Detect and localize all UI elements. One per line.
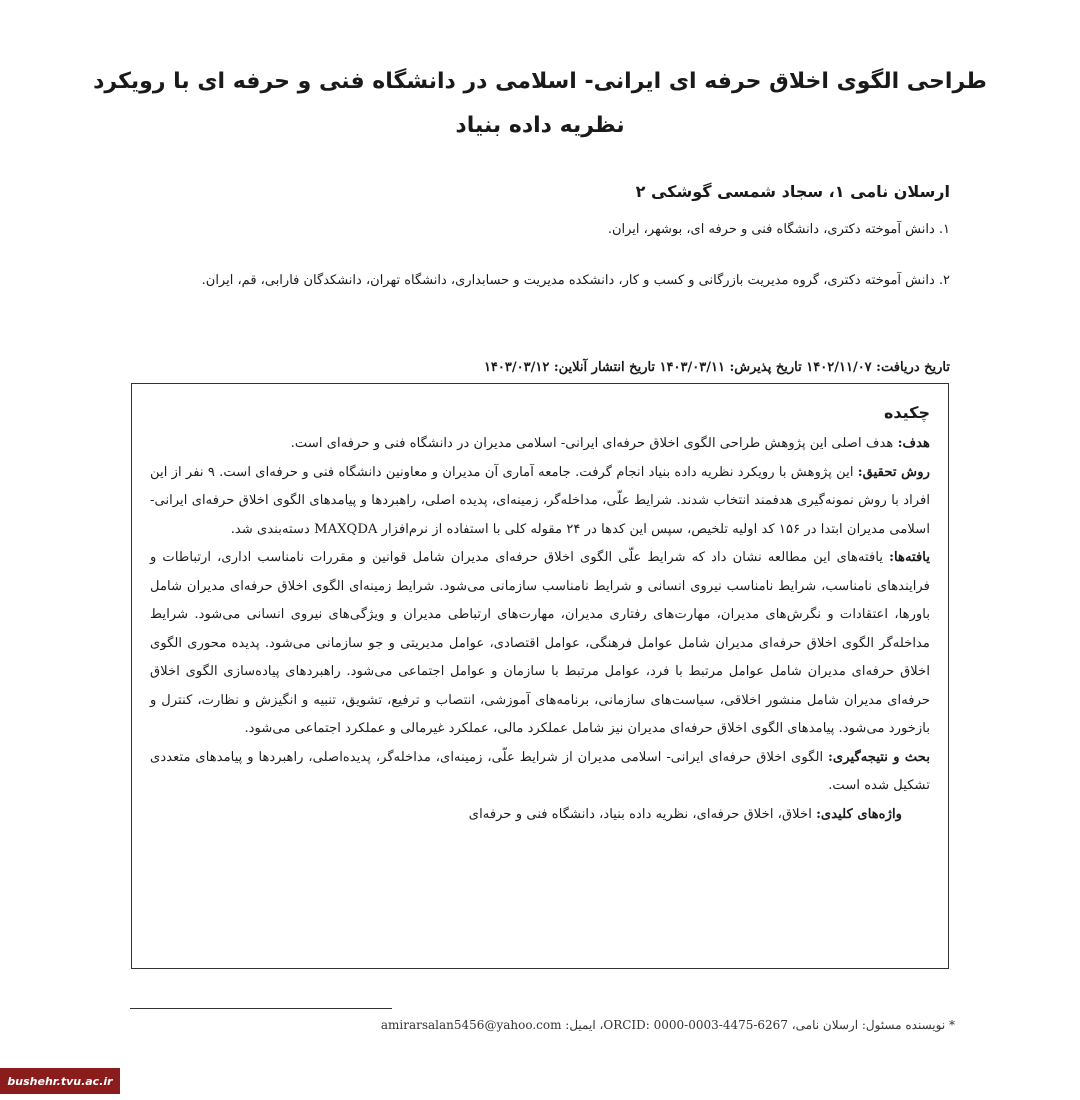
abstract-heading: چکیده <box>883 403 930 422</box>
site-watermark-badge: bushehr.tvu.ac.ir <box>0 1068 120 1094</box>
abstract-box <box>131 383 949 969</box>
abstract-keywords <box>150 801 930 830</box>
conclusion-label: بحث و نتیجه‌گیری: <box>828 749 930 765</box>
affiliation-1: ۱. دانش آموخته دکتری، دانشگاه فنی و حرفه ای، بوشهر، ایران. <box>607 222 950 237</box>
findings-label: یافته‌ها: <box>889 550 930 565</box>
method-text: این پژوهش با رویکرد نظریه داده بنیاد انجام گرفت. جامعه آماری آن مدیران و معاونین دانشگاه فنی و حرفه‌ای است. ۹ نفر از این افراد با روش نمونه‌گیری هدفمند انتخاب شدند. شرایط علّی، مداخله‌گر، زمینه‌ای، پدیده اصلی، راهبردها و پیامدهای الگوی اخلاق حرفه‌ای ایرانی- اسلامی مدیران ابتدا در ۱۵۶ کد اولیه تلخیص، سپس این کدها در ۲۴ مقوله کلی با استفاده از نرم‌افزار MAXQDA دسته‌بندی شد. <box>150 464 930 537</box>
abstract-method <box>150 459 930 545</box>
abstract-goal <box>150 430 930 459</box>
abstract-findings <box>150 544 930 744</box>
corresponding-author-footnote: * نویسنده مسئول: ارسلان نامی، ORCID: 0000-0003-4475-6267، ایمیل: amirarsalan5456@yahoo.com <box>380 1018 955 1032</box>
goal-label: هدف: <box>897 436 930 451</box>
affiliation-2: ۲. دانش آموخته دکتری، گروه مدیریت بازرگانی و کسب و کار، دانشکده مدیریت و حسابداری، دانشگاه تهران، دانشکدگان فارابی، قم، ایران. <box>201 273 950 288</box>
findings-text: یافته‌های این مطالعه نشان داد که شرایط علّی الگوی اخلاق حرفه‌ای مدیران شامل قوانین و مقررات نامناسب اداری، ارتباطات و فرایندهای نامناسب، شرایط نامناسب نیروی انسانی و شرایط نامناسب سازمانی می‌شود. شرایط زمینه‌ای الگوی اخلاق حرفه‌ای مدیران شامل باورها، اعتقادات و نگرش‌های مدیران، مهارت‌های رفتاری مدیران، مهارت‌های ارتباطی مدیران و ویژگی‌های نیروی انسانی می‌شود. شرایط مداخله‌گر الگوی اخلاق حرفه‌ای مدیران شامل عوامل فرهنگی، عوامل اقتصادی، عوامل مدیریتی و جو سازمانی می‌شود. پدیده محوری الگوی اخلاق حرفه‌ای مدیران شامل عوامل مرتبط با فرد، عوامل مرتبط با سازمان و عوامل اجتماعی می‌شود. راهبردهای پیاده‌سازی الگوی اخلاق حرفه‌ای مدیران شامل منشور اخلاقی، سیاست‌های سازمانی، برنامه‌های آموزشی، انتصاب و ترفیع، تشویق، تنبیه و انگیزش و نظارت، کنترل و بازخورد می‌شود. پیامدهای الگوی اخلاق حرفه‌ای مدیران نیز شامل عملکرد مالی، عملکرد غیرمالی و عملکرد اجتماعی می‌شود. <box>150 550 930 736</box>
paper-title: طراحی الگوی اخلاق حرفه ای ایرانی- اسلامی در دانشگاه فنی و حرفه ای با رویکرد نظریه داده بنیاد <box>93 69 987 138</box>
paper-authors: ارسلان نامی ۱، سجاد شمسی گوشکی ۲ <box>635 182 950 201</box>
keywords-label: واژه‌های کلیدی: <box>816 806 902 822</box>
method-label: روش تحقیق: <box>857 464 930 480</box>
goal-text: هدف اصلی این پژوهش طراحی الگوی اخلاق حرفه‌ای ایرانی- اسلامی مدیران در دانشگاه فنی و حرفه‌ای است. <box>290 436 894 451</box>
abstract-conclusion <box>150 744 930 801</box>
footnote-divider <box>130 1008 392 1009</box>
publication-dates: تاریخ دریافت: ۱۴۰۲/۱۱/۰۷ تاریخ پذیرش: ۱۴۰۳/۰۳/۱۱ تاریخ انتشار آنلاین: ۱۴۰۳/۰۳/۱۲ <box>483 360 950 375</box>
keywords-text: اخلاق، اخلاق حرفه‌ای، نظریه داده بنیاد، دانشگاه فنی و حرفه‌ای <box>468 806 812 822</box>
conclusion-text: الگوی اخلاق حرفه‌ای ایرانی- اسلامی مدیران از شرایط علّی، زمینه‌ای، مداخله‌گر، پدیده‌اصلی، راهبردها و پیامدهای متعددی تشکیل شده است. <box>150 749 930 793</box>
